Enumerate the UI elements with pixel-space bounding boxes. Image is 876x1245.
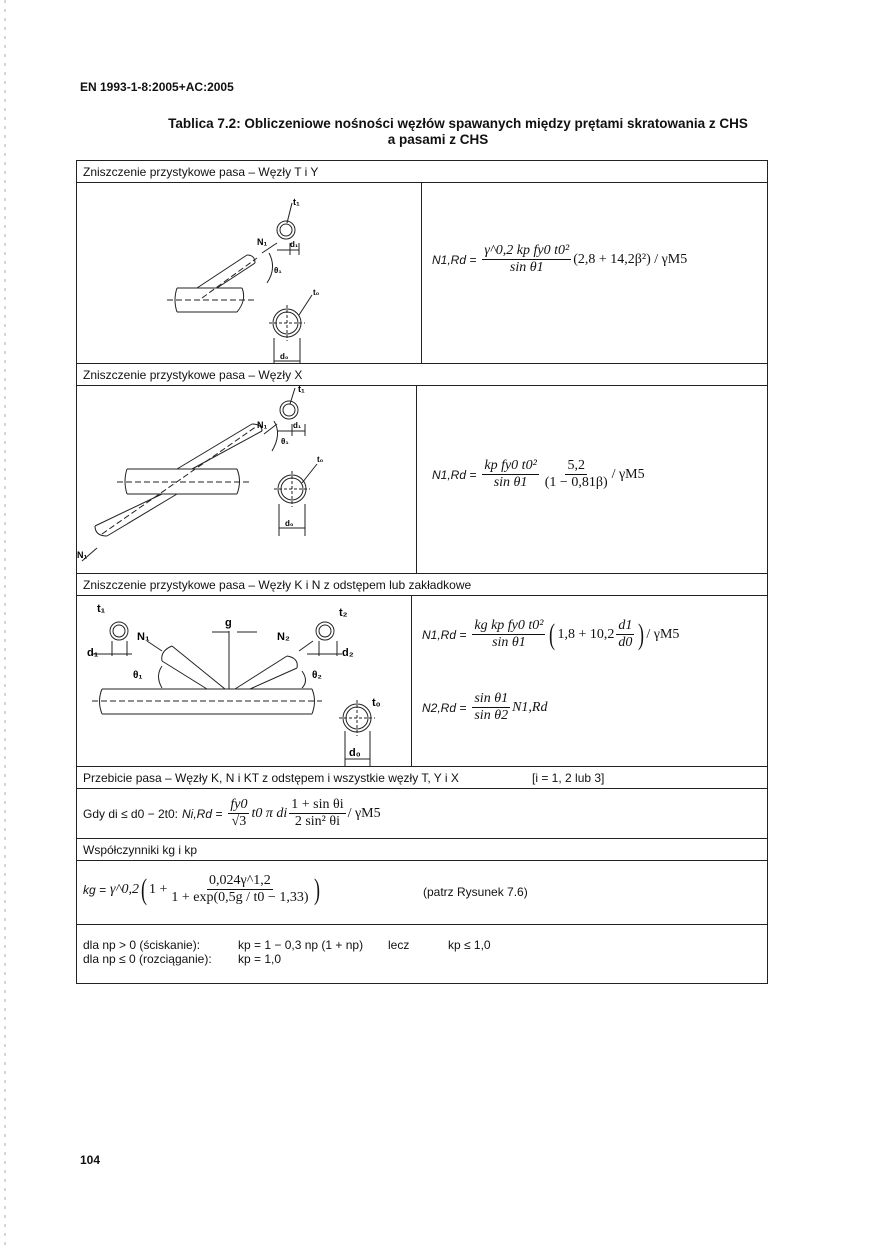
factor-denominator: (1 − 0,81β) (544, 475, 608, 490)
fraction2-numerator: 1 + sin θi (291, 797, 344, 812)
kp-limit: kp ≤ 1,0 (448, 938, 491, 952)
formula-n1rd-k-n (422, 618, 679, 651)
diameter-ratio (616, 618, 634, 651)
svg-text:t₂: t₂ (339, 607, 348, 619)
section-heading-punching (77, 767, 767, 789)
punching-condition: Gdy di ≤ d0 − 2t0: (83, 806, 178, 821)
formula-fraction (472, 618, 545, 651)
kp-condition: dla np > 0 (ściskanie): (83, 938, 201, 952)
section-row-kp (77, 925, 767, 983)
fraction-numerator: sin θ1 (474, 691, 509, 706)
section-row-k-n (77, 596, 767, 767)
fraction-numerator: kp fy0 t0² (484, 458, 537, 473)
svg-text:t₀: t₀ (317, 455, 324, 464)
formula-cell-k-n (412, 596, 767, 766)
kp-condition: dla np ≤ 0 (rozciąganie): (83, 952, 212, 966)
formula-lhs: kg = (83, 882, 107, 897)
ratio-denominator: d0 (618, 635, 633, 650)
formula-n1rd-x (432, 458, 645, 491)
fraction-numerator: fy0 (230, 797, 248, 812)
svg-text:N₁: N₁ (137, 631, 150, 643)
kg-note: (patrz Rysunek 7.6) (423, 885, 528, 899)
fraction-denominator: sin θ1 (492, 635, 526, 650)
scan-edge-marks (4, 0, 6, 1245)
fraction-denominator: sin θ2 (474, 708, 509, 723)
table-title-line2: a pasami z CHS (387, 132, 489, 147)
t-y-joint-diagram-icon (77, 183, 422, 364)
kp-expression: kp = 1,0 (238, 952, 282, 966)
section-row-punching (77, 789, 767, 839)
formula-fraction (482, 243, 571, 276)
left-paren: ( (549, 617, 556, 651)
svg-text:g: g (225, 617, 232, 629)
svg-text:N₁: N₁ (257, 237, 268, 247)
svg-text:d₁: d₁ (293, 421, 302, 430)
figure-k-n-joint (77, 596, 412, 766)
factor-numerator: 5,2 (567, 458, 585, 473)
section-heading-coefficients: Współczynniki kg i kp (77, 839, 767, 861)
formula-lhs: Ni,Rd = (181, 806, 223, 821)
formula-lhs: N1,Rd = (432, 467, 477, 482)
svg-text:d₀: d₀ (349, 747, 361, 759)
svg-text:N₂: N₂ (277, 631, 290, 643)
section-row-kg (77, 861, 767, 925)
fraction-numerator: kg kp fy0 t0² (474, 618, 544, 633)
svg-text:d₁: d₁ (87, 647, 99, 659)
right-paren: ) (314, 872, 321, 906)
formula-n2rd-k-n (422, 691, 547, 724)
ratio-numerator: d1 (618, 618, 633, 633)
svg-text:d₁: d₁ (290, 240, 299, 249)
right-paren: ) (638, 617, 645, 651)
x-joint-diagram-icon (77, 386, 417, 574)
svg-text:t₁: t₁ (97, 603, 106, 615)
formula-tail: / γM5 (646, 626, 680, 642)
left-paren: ( (140, 872, 147, 906)
section-heading-t-y: Zniszczenie przystykowe pasa – Węzły T i Y (77, 161, 767, 183)
formula-nird-punching (83, 797, 381, 830)
formula-kg: kg = γ^0,2 ( 1 + $\frac{0,024\gamma\^{}1,2}{1 + \exp(0,5g / t0 - 1,33)}$ ) (83, 872, 321, 906)
svg-text:θ₁: θ₁ (274, 266, 282, 275)
kg-inner-fraction (169, 873, 310, 906)
kp-but: lecz (388, 938, 410, 952)
kp-line-compression (83, 938, 491, 952)
formula-fraction (482, 458, 538, 491)
punching-heading-text: Przebicie pasa – Węzły K, N i KT z odstępem i wszystkie węzły T, Y i X (83, 771, 459, 785)
svg-text:d₀: d₀ (280, 352, 289, 361)
kg-inner-denominator: 1 + exp(0,5g / t0 − 1,33) (171, 890, 309, 905)
formula-n1rd-t-y (432, 243, 687, 276)
fraction-numerator: γ^0,2 kp fy0 t0² (484, 243, 570, 258)
svg-text:t₁: t₁ (293, 197, 300, 207)
figure-x-joint (77, 386, 417, 573)
formula-fraction (472, 691, 510, 724)
formula-fraction (228, 797, 249, 830)
document-code: EN 1993-1-8:2005+AC:2005 (80, 80, 234, 94)
formula-tail: / γM5 (347, 805, 381, 821)
formula-lhs: N2,Rd = (422, 700, 467, 715)
svg-text:t₀: t₀ (313, 288, 320, 297)
k-n-joint-diagram-icon (77, 596, 412, 767)
design-resistance-table (76, 160, 768, 984)
svg-text:d₀: d₀ (285, 519, 294, 528)
section-row-t-y (77, 183, 767, 364)
fraction-denominator: sin θ1 (509, 260, 544, 275)
svg-text:d₂: d₂ (342, 647, 354, 659)
kp-line-tension (83, 952, 281, 966)
formula-lhs: N1,Rd = (422, 627, 467, 642)
kg-prefix: γ^0,2 (110, 881, 139, 897)
svg-text:θ₂: θ₂ (312, 670, 322, 681)
formula-fraction-2 (289, 797, 345, 830)
fraction2-denominator: 2 sin² θi (294, 814, 340, 829)
formula-lhs: N1,Rd = (432, 252, 477, 267)
table-title-line1: Tablica 7.2: Obliczeniowe nośności węzłów spawanych między prętami skratowania z CHS (168, 116, 748, 131)
formula-tail: (2,8 + 14,2β²) / γM5 (573, 251, 688, 267)
fraction-denominator: √3 (231, 814, 247, 829)
svg-text:N₁: N₁ (257, 420, 268, 430)
formula-cell-t-y (422, 183, 767, 363)
section-heading-x: Zniszczenie przystykowe pasa – Węzły X (77, 364, 767, 386)
kp-expression: kp = 1 − 0,3 np (1 + np) (238, 938, 364, 952)
svg-text:N₁: N₁ (77, 550, 88, 560)
table-title (0, 116, 876, 148)
section-row-x (77, 386, 767, 574)
svg-text:θ₁: θ₁ (133, 670, 143, 681)
punching-heading-note: [i = 1, 2 lub 3] (532, 771, 605, 785)
formula-middle: t0 π di (251, 805, 288, 821)
formula-cell-x (417, 386, 767, 573)
figure-t-y-joint (77, 183, 422, 363)
formula-tail: / γM5 (611, 466, 645, 482)
section-heading-k-n: Zniszczenie przystykowe pasa – Węzły K i N z odstępem lub zakładkowe (77, 574, 767, 596)
svg-text:t₁: t₁ (298, 386, 305, 394)
formula-tail: N1,Rd (512, 699, 548, 715)
svg-text:θ₁: θ₁ (281, 437, 289, 446)
kg-inner-numerator: 0,024γ^1,2 (209, 873, 271, 888)
formula-factor (543, 458, 610, 491)
svg-text:t₀: t₀ (372, 697, 381, 709)
fraction-denominator: sin θ1 (493, 475, 528, 490)
page-number: 104 (80, 1153, 101, 1167)
bracket-expr: 1,8 + 10,2 (557, 626, 615, 642)
